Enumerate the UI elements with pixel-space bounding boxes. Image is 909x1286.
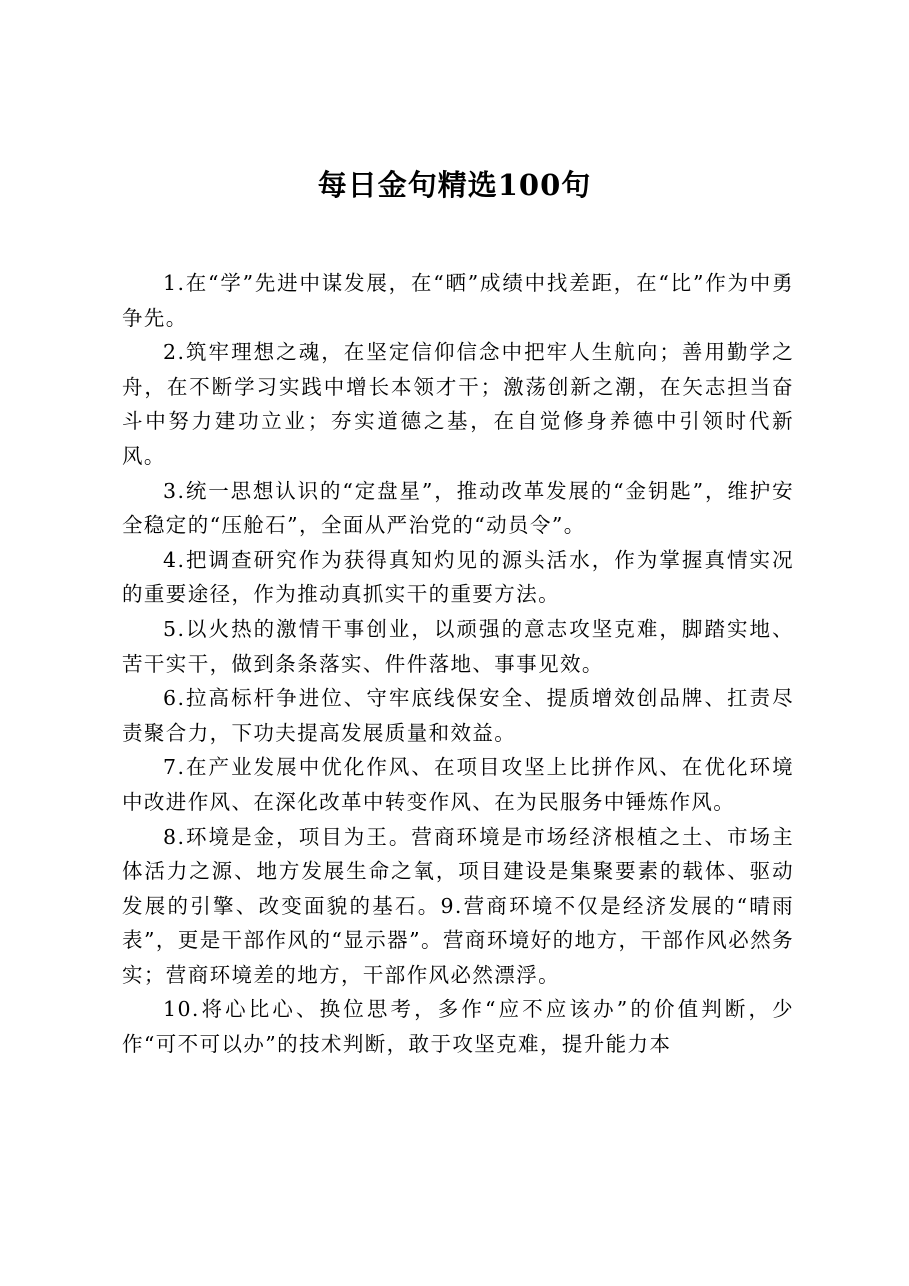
paragraph-7: 7.在产业发展中优化作风、在项目攻坚上比拼作风、在优化环境中改进作风、在深化改革中转变作风、在为民服务中锤炼作风。	[122, 755, 794, 814]
paragraph-3: 3.统一思想认识的“定盘星”，推动改革发展的“金钥匙”，维护安全稳定的“压舱石”，全面从严治党的“动员令”。	[122, 478, 794, 538]
document-title: 每日金句精选100句	[317, 168, 592, 202]
document-body	[122, 266, 794, 1062]
paragraph-4: 4.把调查研究作为获得真知灼见的源头活水，作为掌握真情实况的重要途径，作为推动真抓实干的重要方法。	[122, 547, 794, 607]
paragraph-5: 5.以火热的激情干事创业，以顽强的意志攻坚克难，脚踏实地、苦干实干，做到条条落实、件件落地、事事见效。	[122, 616, 794, 676]
paragraph-8: 8.环境是金，项目为王。营商环境是市场经济根植之土、市场主体活力之源、地方发展生命之氧，项目建设是集聚要素的载体、驱动发展的引擎、改变面貌的基石。9.营商环境不仅是经济发展的“晴雨表”，更是干部作风的“显示器”。营商环境好的地方，干部作风必然务实；营商环境差的地方，干部作风必然漂浮。	[122, 824, 794, 987]
paragraph-1: 1.在“学”先进中谋发展，在“晒”成绩中找差距，在“比”作为中勇争先。	[122, 271, 794, 330]
paragraph-10: 10.将心比心、换位思考，多作“应不应该办”的价值判断，少作“可不可以办”的技术判断，敢于攻坚克难，提升能力本	[122, 997, 794, 1057]
paragraph-2: 2.筑牢理想之魂，在坚定信仰信念中把牢人生航向；善用勤学之舟，在不断学习实践中增长本领才干；激荡创新之潮，在矢志担当奋斗中努力建功立业；夯实道德之基，在自觉修身养德中引领时代新风。	[122, 340, 794, 468]
paragraph-6: 6.拉高标杆争进位、守牢底线保安全、提质增效创品牌、扛责尽责聚合力，下功夫提高发展质量和效益。	[122, 686, 794, 745]
